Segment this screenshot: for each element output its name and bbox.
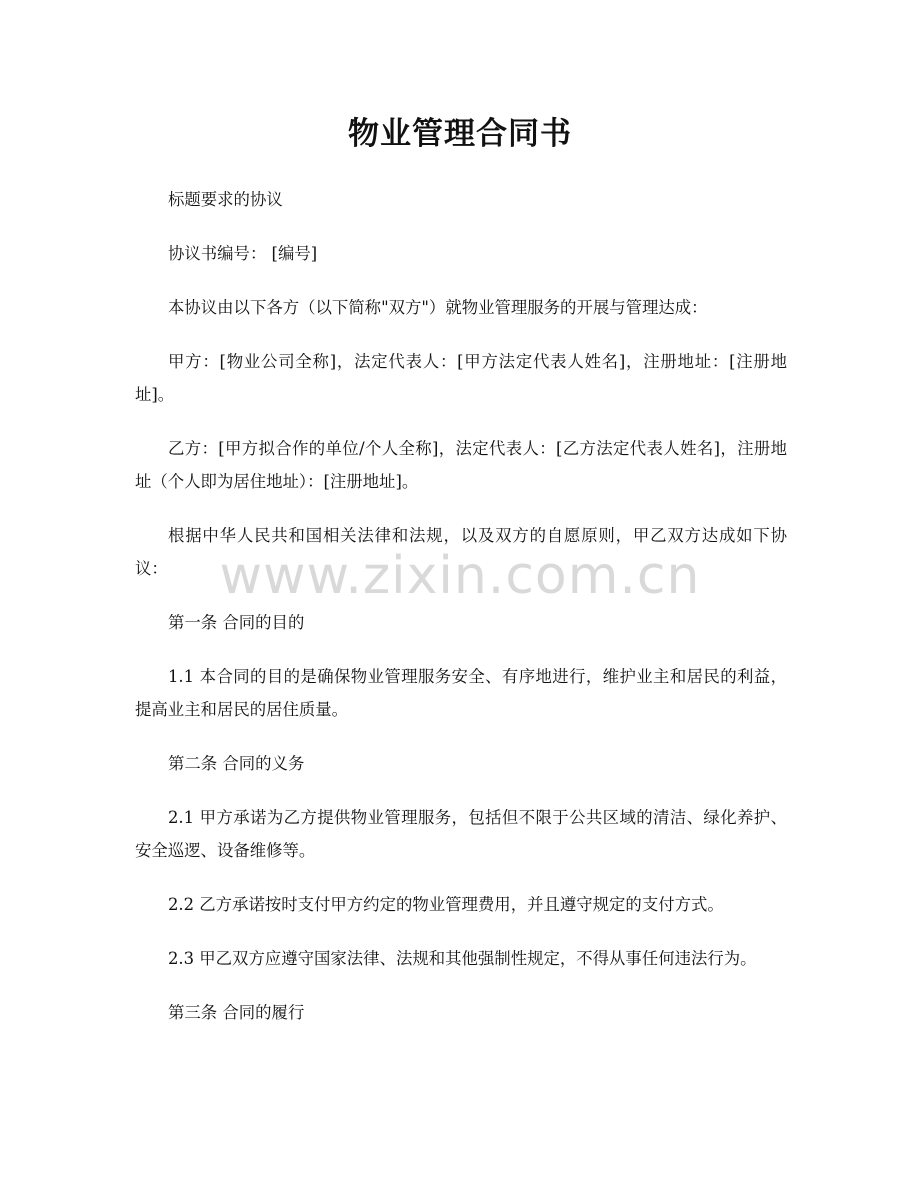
section-heading-3: 第三条 合同的履行	[168, 1003, 305, 1022]
clause-2-3: 2.3 甲乙双方应遵守国家法律、法规和其他强制性规定，不得从事任何违法行为。	[168, 949, 757, 968]
document-title: 物业管理合同书	[348, 116, 572, 152]
paragraph-party-a: 甲方：[物业公司全称]，法定代表人：[甲方法定代表人姓名]，注册地址：[注册地址]。	[135, 352, 787, 404]
document-body	[135, 183, 787, 1050]
paragraph-subtitle: 标题要求的协议	[168, 190, 283, 209]
watermark: www.zixin.com.cn	[219, 546, 701, 606]
paragraph-intro: 本协议由以下各方（以下简称"双方"）就物业管理服务的开展与管理达成：	[168, 298, 708, 317]
section-heading-2: 第二条 合同的义务	[168, 754, 305, 773]
clause-1-1: 1.1 本合同的目的是确保物业管理服务安全、有序地进行，维护业主和居民的利益，提高业主和居民的居住质量。	[135, 667, 787, 719]
paragraph-legal-basis: 根据中华人民共和国相关法律和法规，以及双方的自愿原则，甲乙双方达成如下协议：	[135, 526, 787, 578]
paragraph-party-b: 乙方：[甲方拟合作的单位/个人全称]，法定代表人：[乙方法定代表人姓名]，注册地址（个人即为居住地址）：[注册地址]。	[135, 439, 787, 491]
section-heading-1: 第一条 合同的目的	[168, 613, 305, 632]
clause-2-1: 2.1 甲方承诺为乙方提供物业管理服务，包括但不限于公共区域的清洁、绿化养护、安全巡逻、设备维修等。	[135, 808, 787, 860]
paragraph-agreement-number: 协议书编号： [编号]	[168, 244, 318, 263]
clause-2-2: 2.2 乙方承诺按时支付甲方约定的物业管理费用，并且遵守规定的支付方式。	[168, 895, 724, 914]
